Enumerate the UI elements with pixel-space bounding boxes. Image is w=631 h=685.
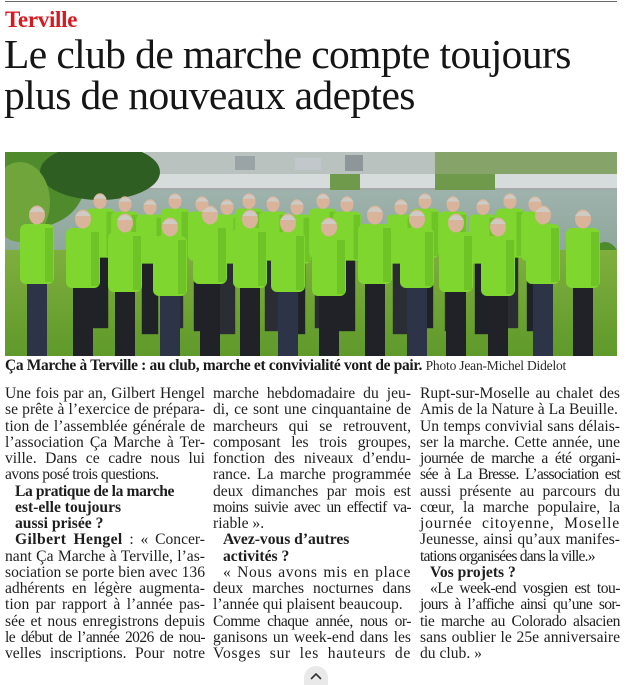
text-line: riable ». <box>213 515 265 532</box>
scroll-up-button[interactable] <box>304 666 328 685</box>
question-line: est-elle toujours <box>15 498 122 516</box>
text-line: avons posé trois questions. <box>5 466 159 484</box>
text-line: tie marche au Colorado alsacien <box>420 612 620 630</box>
text-line: deux dimanches par mois est <box>213 482 411 500</box>
question-3 <box>420 565 620 581</box>
text-line: adhérents en légère augmenta- <box>5 580 205 597</box>
article-headline <box>4 31 629 118</box>
text-line: fonction des niveaux d’endu- <box>213 450 411 467</box>
text-line: marcheurs qui se retrouvent, <box>213 417 411 435</box>
river-wall <box>125 174 617 190</box>
question-2 <box>213 532 411 565</box>
answer-2-continued <box>420 386 620 565</box>
text-line: tion par rapport à l’année pas- <box>5 596 205 614</box>
text-line: marche hebdomadaire du jeu- <box>213 385 411 402</box>
answer-3 <box>420 581 620 662</box>
text-line: Un temps convivial sans délais- <box>420 417 620 435</box>
text-line: cœur, la marche populaire, la <box>420 498 620 516</box>
text-line: sans oublier le 25e anniversaire <box>420 628 620 646</box>
question-1 <box>5 484 205 533</box>
text-line: l’association Ça Marche à Ter- <box>5 433 205 451</box>
text-line: le début de l’année 2026 de nou- <box>5 628 205 646</box>
article-column-1 <box>5 386 205 662</box>
text-line: se prête à l’exercice de prépara- <box>5 401 205 419</box>
text-line: ganisons un week-end dans les <box>213 628 411 646</box>
answer-2 <box>213 565 411 663</box>
answer-start: : « Concer- <box>122 531 205 549</box>
text-line: Une fois par an, Gilbert Hengel <box>5 385 205 402</box>
text-line: composant les trois groupes, <box>213 433 411 451</box>
text-line: du club. » <box>420 645 482 662</box>
text-line: jours à l’affiche ainsi qu’une sor- <box>420 596 620 614</box>
text-line: ser la marche. Cette année, une <box>420 433 620 451</box>
text-line: deux marches nocturnes dans <box>213 580 411 597</box>
text-line: sée à La Bresse. L’association est <box>420 466 620 484</box>
answer-1 <box>5 532 205 662</box>
question-line: aussi prisée ? <box>15 515 104 532</box>
text-line: Rupt-sur-Moselle au chalet des <box>420 385 620 402</box>
text-line: nant Ça Marche à Terville, l’as- <box>5 547 205 565</box>
text-line: di, ce sont une cinquantaine de <box>213 401 411 419</box>
text-line: tations organisées dans la ville.» <box>420 547 595 565</box>
article-column-2 <box>213 386 411 662</box>
chevron-up-icon <box>310 672 322 680</box>
text-line: « Nous avons mis en place <box>223 563 411 581</box>
text-line: l’année qui plaisent beaucoup. <box>213 596 403 614</box>
text-line: tion de l’assemblée générale de <box>5 417 205 435</box>
article-photo <box>5 152 617 356</box>
caption-text: Ça Marche à Terville : au club, marche et convivialité vont de pair. <box>5 357 423 374</box>
text-line: Vosges sur les hauteurs de <box>213 645 411 662</box>
article-column-3 <box>420 386 620 662</box>
text-line: Amis de la Nature à La Beuille. <box>420 401 618 419</box>
text-line: «Le week-end vosgien est tou- <box>430 580 620 597</box>
photo-credit: Photo Jean-Michel Didelot <box>425 358 567 373</box>
intro-paragraph <box>5 386 205 484</box>
text-line: moins suivie avec un effectif va- <box>213 498 411 516</box>
text-line: Comme chaque année, nous or- <box>213 612 411 630</box>
speaker-name: Gilbert Hengel <box>15 531 123 549</box>
question-line: activités ? <box>223 547 290 565</box>
section-kicker: Terville <box>5 7 78 32</box>
group-photo-illustration <box>5 152 617 356</box>
answer-first-line <box>5 532 205 548</box>
text-line: sociation se porte bien avec 136 <box>5 563 205 581</box>
answer-1-continued <box>213 386 411 532</box>
headline-line-1: Le club de marche compte toujours <box>4 31 571 77</box>
text-line: aussi présente au parcours du <box>420 482 620 500</box>
headline-line-2: plus de nouveaux adeptes <box>4 72 415 118</box>
photo-caption <box>5 357 625 375</box>
question-line: Vos projets ? <box>430 563 516 581</box>
text-line: sée et nous enregistrons depuis <box>5 612 205 630</box>
question-line: Avez-vous d’autres <box>223 531 350 549</box>
top-rule <box>5 1 617 2</box>
text-line: Jeunesse, ainsi qu’aux manifes- <box>420 531 620 549</box>
text-line: journée de marche a été organi- <box>420 450 620 467</box>
question-line: La pratique de la marche <box>15 482 175 500</box>
text-line: rance. La marche programmée <box>213 466 411 484</box>
text-line: journée citoyenne, Moselle <box>420 515 620 532</box>
text-line: ville. Dans ce cadre nous lui <box>5 450 205 467</box>
text-line: velles inscriptions. Pour notre <box>5 645 205 662</box>
